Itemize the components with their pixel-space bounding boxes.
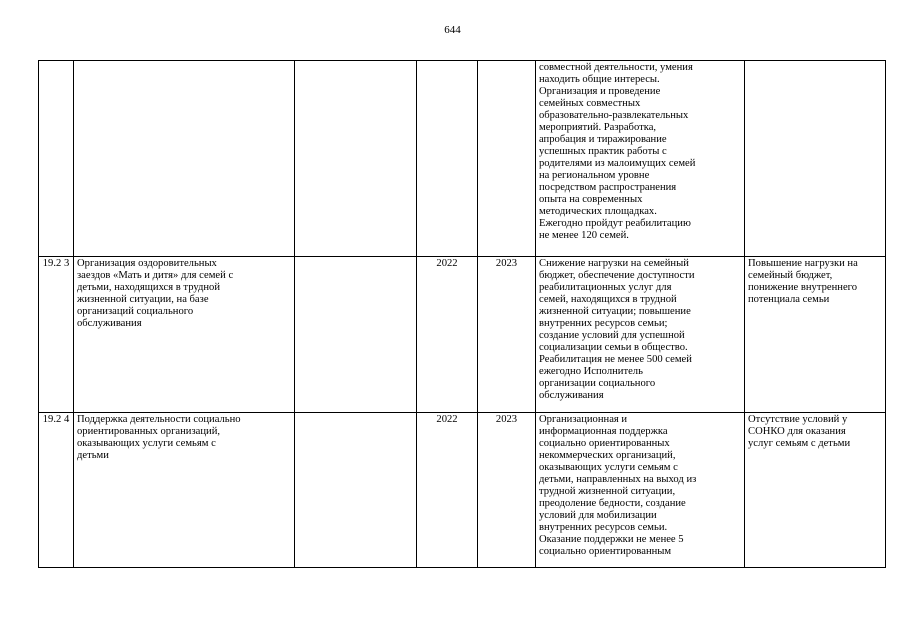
cell-text-line: реабилитационных услуг для — [539, 282, 672, 293]
cell-text-line: некоммерческих организаций, — [539, 450, 676, 461]
executor-cell — [295, 413, 417, 568]
cell-text-line: Ежегодно пройдут реабилитацию — [539, 218, 691, 229]
cell-text-line: Повышение нагрузки на — [748, 258, 858, 269]
cell-text-line: организаций социального — [77, 306, 194, 317]
cell-text-line: Реабилитация не менее 500 семей — [539, 354, 692, 365]
cell-text-line: не менее 120 семей. — [539, 230, 629, 241]
cell-text-line: социально ориентированных — [539, 438, 670, 449]
cell-text-line: социально ориентированным — [539, 546, 672, 557]
cell-text-line: Поддержка деятельности социально — [77, 414, 241, 425]
cell-text-line: услуг семьям с детьми — [748, 438, 851, 449]
cell-text-line: ежегодно Исполнитель — [539, 366, 643, 377]
cell-text-line: преодоление бедности, создание — [539, 498, 686, 509]
cell-text-line: находить общие интересы. — [539, 74, 660, 85]
end-year-cell — [478, 61, 536, 257]
table-row — [39, 61, 886, 257]
cell-text-line: на региональном уровне — [539, 170, 650, 181]
cell-text-line: семейный бюджет, — [748, 270, 833, 281]
cell-text-line: образовательно-развлекательных — [539, 110, 689, 121]
executor-cell — [295, 61, 417, 257]
consequence-cell — [745, 257, 886, 413]
cell-text-line: внутренних ресурсов семьи; — [539, 318, 668, 329]
cell-text-line: детьми, находящихся в трудной — [77, 282, 221, 293]
cell-text-line: создание условий для успешной — [539, 330, 685, 341]
cell-text-line: успешных практик работы с — [539, 146, 667, 157]
expected-result-cell — [536, 257, 745, 413]
measures-table — [38, 60, 886, 568]
activity-cell — [74, 257, 295, 413]
cell-text-line: детьми, направленных на выход из — [539, 474, 697, 485]
cell-text-line: обслуживания — [77, 318, 142, 329]
cell-text-line: потенциала семьи — [748, 294, 830, 305]
cell-text-line: социализации семьи в общество. — [539, 342, 688, 353]
cell-text-line: Снижение нагрузки на семейный — [539, 258, 689, 269]
page-number: 644 — [444, 24, 461, 36]
end-year-cell: 2023 — [478, 413, 536, 568]
cell-text-line: ориентированных организаций, — [77, 426, 221, 437]
cell-text-line: бюджет, обеспечение доступности — [539, 270, 695, 281]
start-year-cell: 2022 — [417, 413, 478, 568]
expected-result-cell — [536, 413, 745, 568]
end-year-cell: 2023 — [478, 257, 536, 413]
expected-result-cell — [536, 61, 745, 257]
executor-cell — [295, 257, 417, 413]
cell-text-line: Организационная и — [539, 414, 628, 425]
cell-text-line: жизненной ситуации, на базе — [77, 294, 209, 305]
cell-text-line: апробация и тиражирование — [539, 134, 667, 145]
table-row — [39, 413, 886, 568]
cell-text-line: мероприятий. Разработка, — [539, 122, 657, 133]
activity-cell — [74, 413, 295, 568]
cell-text-line: понижение внутреннего — [748, 282, 858, 293]
table-row — [39, 257, 886, 413]
cell-text-line: трудной жизненной ситуации, — [539, 486, 676, 497]
start-year-cell: 2022 — [417, 257, 478, 413]
start-year-cell — [417, 61, 478, 257]
cell-text-line: СОНКО для оказания — [748, 426, 846, 437]
cell-text-line: Организация и проведение — [539, 86, 661, 97]
cell-text-line: условий для мобилизации — [539, 510, 657, 521]
cell-text-line: Оказание поддержки не менее 5 — [539, 534, 684, 545]
cell-text-line: совместной деятельности, умения — [539, 62, 693, 73]
row-number-cell — [39, 61, 74, 257]
cell-text-line: оказывающих услуги семьям с — [539, 462, 678, 473]
cell-text-line: опыта на современных — [539, 194, 643, 205]
row-number-cell: 19.2 3 — [39, 257, 74, 413]
cell-text-line: оказывающих услуги семьям с — [77, 438, 216, 449]
consequence-cell — [745, 413, 886, 568]
row-number-cell: 19.2 4 — [39, 413, 74, 568]
cell-text-line: семей, находящихся в трудной — [539, 294, 677, 305]
cell-text-line: обслуживания — [539, 390, 604, 401]
cell-text-line: посредством распространения — [539, 182, 677, 193]
cell-text-line: Отсутствие условий у — [748, 414, 848, 425]
cell-text-line: заездов «Мать и дитя» для семей с — [77, 270, 234, 281]
cell-text-line: информационная поддержка — [539, 426, 668, 437]
cell-text-line: жизненной ситуации; повышение — [539, 306, 691, 317]
consequence-cell — [745, 61, 886, 257]
cell-text-line: семейных совместных — [539, 98, 641, 109]
cell-text-line: родителями из малоимущих семей — [539, 158, 696, 169]
cell-text-line: внутренних ресурсов семьи. — [539, 522, 668, 533]
activity-cell — [74, 61, 295, 257]
cell-text-line: методических площадках. — [539, 206, 657, 217]
cell-text-line: детьми — [77, 450, 109, 461]
cell-text-line: организации социального — [539, 378, 656, 389]
cell-text-line: Организация оздоровительных — [77, 258, 217, 269]
